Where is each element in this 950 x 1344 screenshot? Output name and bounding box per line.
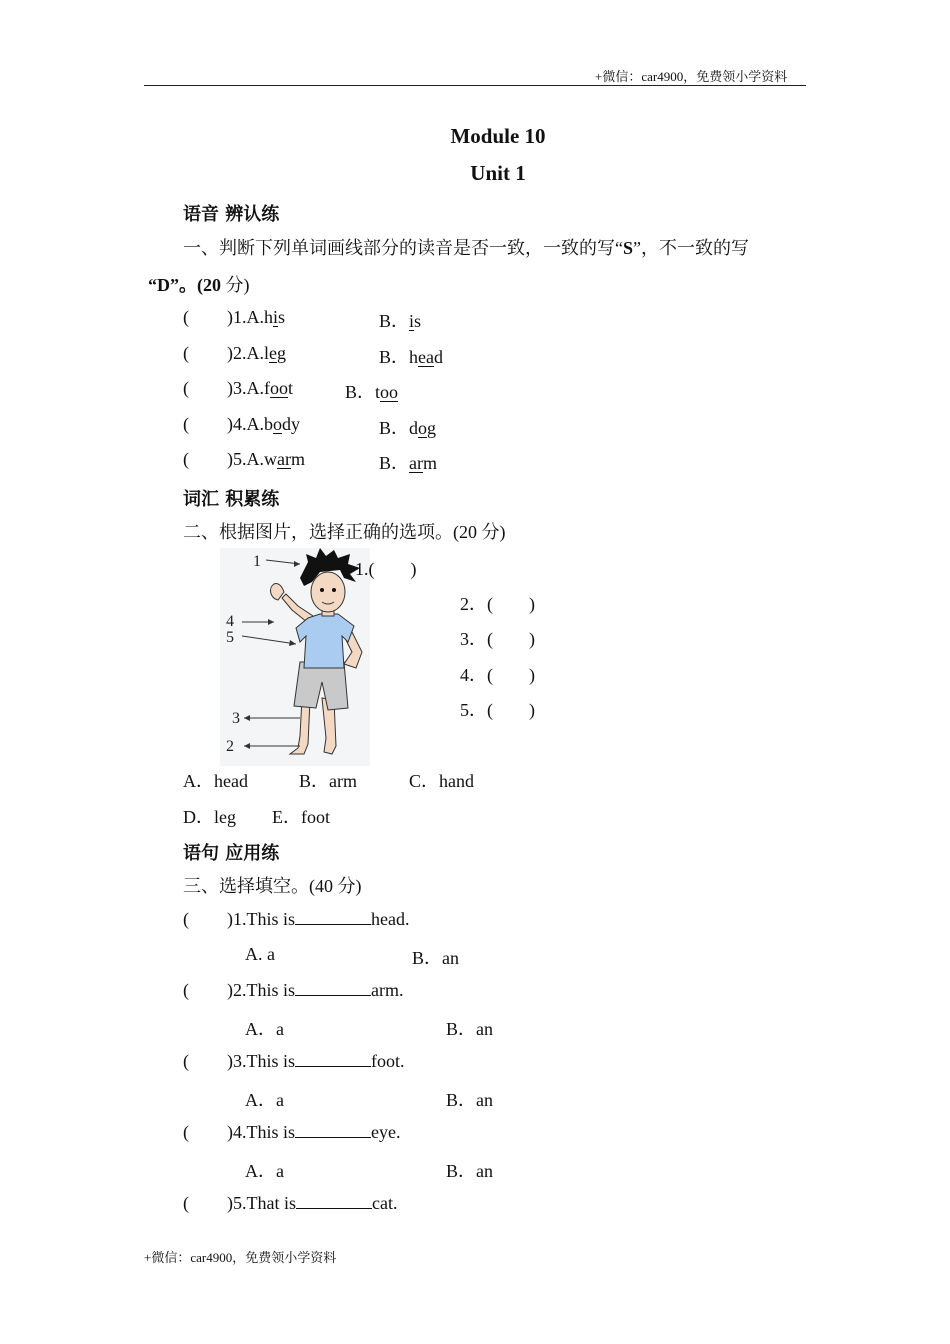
option-b-word: B．is: [379, 311, 422, 331]
fill-blank[interactable]: [295, 1121, 371, 1138]
section3-heading: 语句 应用练: [183, 843, 280, 864]
option-b-word: B．too: [345, 382, 399, 402]
question-line: ( )1.This is head.: [183, 909, 410, 929]
answer-paren[interactable]: ( )4.A.body: [183, 414, 300, 434]
answer-blank-1[interactable]: 1.( ): [355, 559, 417, 579]
section2-heading: 词汇 积累练: [183, 489, 280, 510]
section1-heading: 语音 辨认练: [183, 204, 280, 225]
underlined-letters: o: [418, 418, 428, 438]
option-a: A．a: [245, 1019, 284, 1039]
boy-body-illustration: [220, 548, 370, 766]
underlined-letters: ar: [409, 453, 423, 473]
option-e: E．foot: [272, 807, 330, 827]
option-a: A．a: [245, 1161, 284, 1181]
option-a: A．head: [183, 771, 248, 791]
fill-blank[interactable]: [295, 979, 371, 996]
section3-instruction: 三、选择填空。(40 分): [183, 876, 362, 896]
underlined-letters: oo: [380, 382, 399, 402]
answer-paren[interactable]: (: [183, 1122, 189, 1142]
answer-paren[interactable]: (: [183, 980, 189, 1000]
answer-paren[interactable]: ( )5.A.warm: [183, 449, 305, 469]
section1-instruction-line2: “D”。(20 分): [148, 275, 250, 295]
figure-label-5: 5: [226, 629, 234, 646]
figure-label-3: 3: [232, 710, 240, 727]
answer-paren[interactable]: (: [183, 1051, 189, 1071]
question-line: ( )5.That is cat.: [183, 1193, 398, 1213]
option-b: B．an: [446, 1019, 493, 1039]
option-b: B．arm: [299, 771, 357, 791]
section2-instruction: 二、根据图片，选择正确的选项。(20 分): [183, 522, 506, 542]
header-note: +微信：car4900，免费领小学资料: [595, 69, 788, 84]
section1-instruction-line1: 一、判断下列单词画线部分的读音是否一致，一致的写“S”，不一致的写: [183, 238, 750, 258]
question-line: ( )3.This is foot.: [183, 1051, 405, 1071]
underlined-letters: ea: [418, 347, 434, 367]
answer-blank-4[interactable]: 4．( ): [460, 665, 535, 685]
answer-blank-2[interactable]: 2．( ): [460, 594, 535, 614]
page-title: Module 10: [450, 124, 546, 148]
underlined-letters: i: [409, 311, 415, 331]
figure-label-1: 1: [253, 553, 261, 570]
option-d: D．leg: [183, 807, 236, 827]
answer-paren[interactable]: ( )2.A.leg: [183, 343, 287, 363]
answer-blank-3[interactable]: 3．( ): [460, 629, 535, 649]
underlined-letters: oo: [270, 378, 288, 398]
figure-label-2: 2: [226, 738, 234, 755]
answer-blank-5[interactable]: 5．( ): [460, 700, 535, 720]
page-subtitle: Unit 1: [470, 161, 526, 185]
question-line: ( )2.This is arm.: [183, 980, 404, 1000]
underlined-letters: ar: [277, 449, 291, 469]
option-b-word: B．dog: [379, 418, 437, 438]
answer-paren[interactable]: (: [183, 1193, 189, 1213]
option-b: B．an: [446, 1090, 493, 1110]
option-b-word: B．head: [379, 347, 443, 367]
underlined-letters: e: [269, 343, 278, 363]
figure-label-4: 4: [226, 613, 234, 630]
option-b: B．an: [446, 1161, 493, 1181]
fill-blank[interactable]: [295, 1050, 371, 1067]
option-b-word: B．arm: [379, 453, 438, 473]
option-a: A. a: [245, 944, 275, 964]
underlined-letters: o: [273, 414, 282, 434]
answer-paren[interactable]: ( )1.A.his: [183, 307, 286, 327]
answer-paren[interactable]: (: [183, 909, 189, 929]
option-b: B．an: [412, 948, 459, 968]
question-line: ( )4.This is eye.: [183, 1122, 401, 1142]
footer-note: +微信：car4900，免费领小学资料: [144, 1250, 337, 1265]
answer-paren[interactable]: ( )3.A.foot: [183, 378, 294, 398]
option-a: A．a: [245, 1090, 284, 1110]
fill-blank[interactable]: [295, 908, 371, 925]
underlined-letters: i: [273, 307, 279, 327]
fill-blank[interactable]: [296, 1192, 372, 1209]
header-rule: [144, 85, 806, 86]
option-c: C．hand: [409, 771, 474, 791]
